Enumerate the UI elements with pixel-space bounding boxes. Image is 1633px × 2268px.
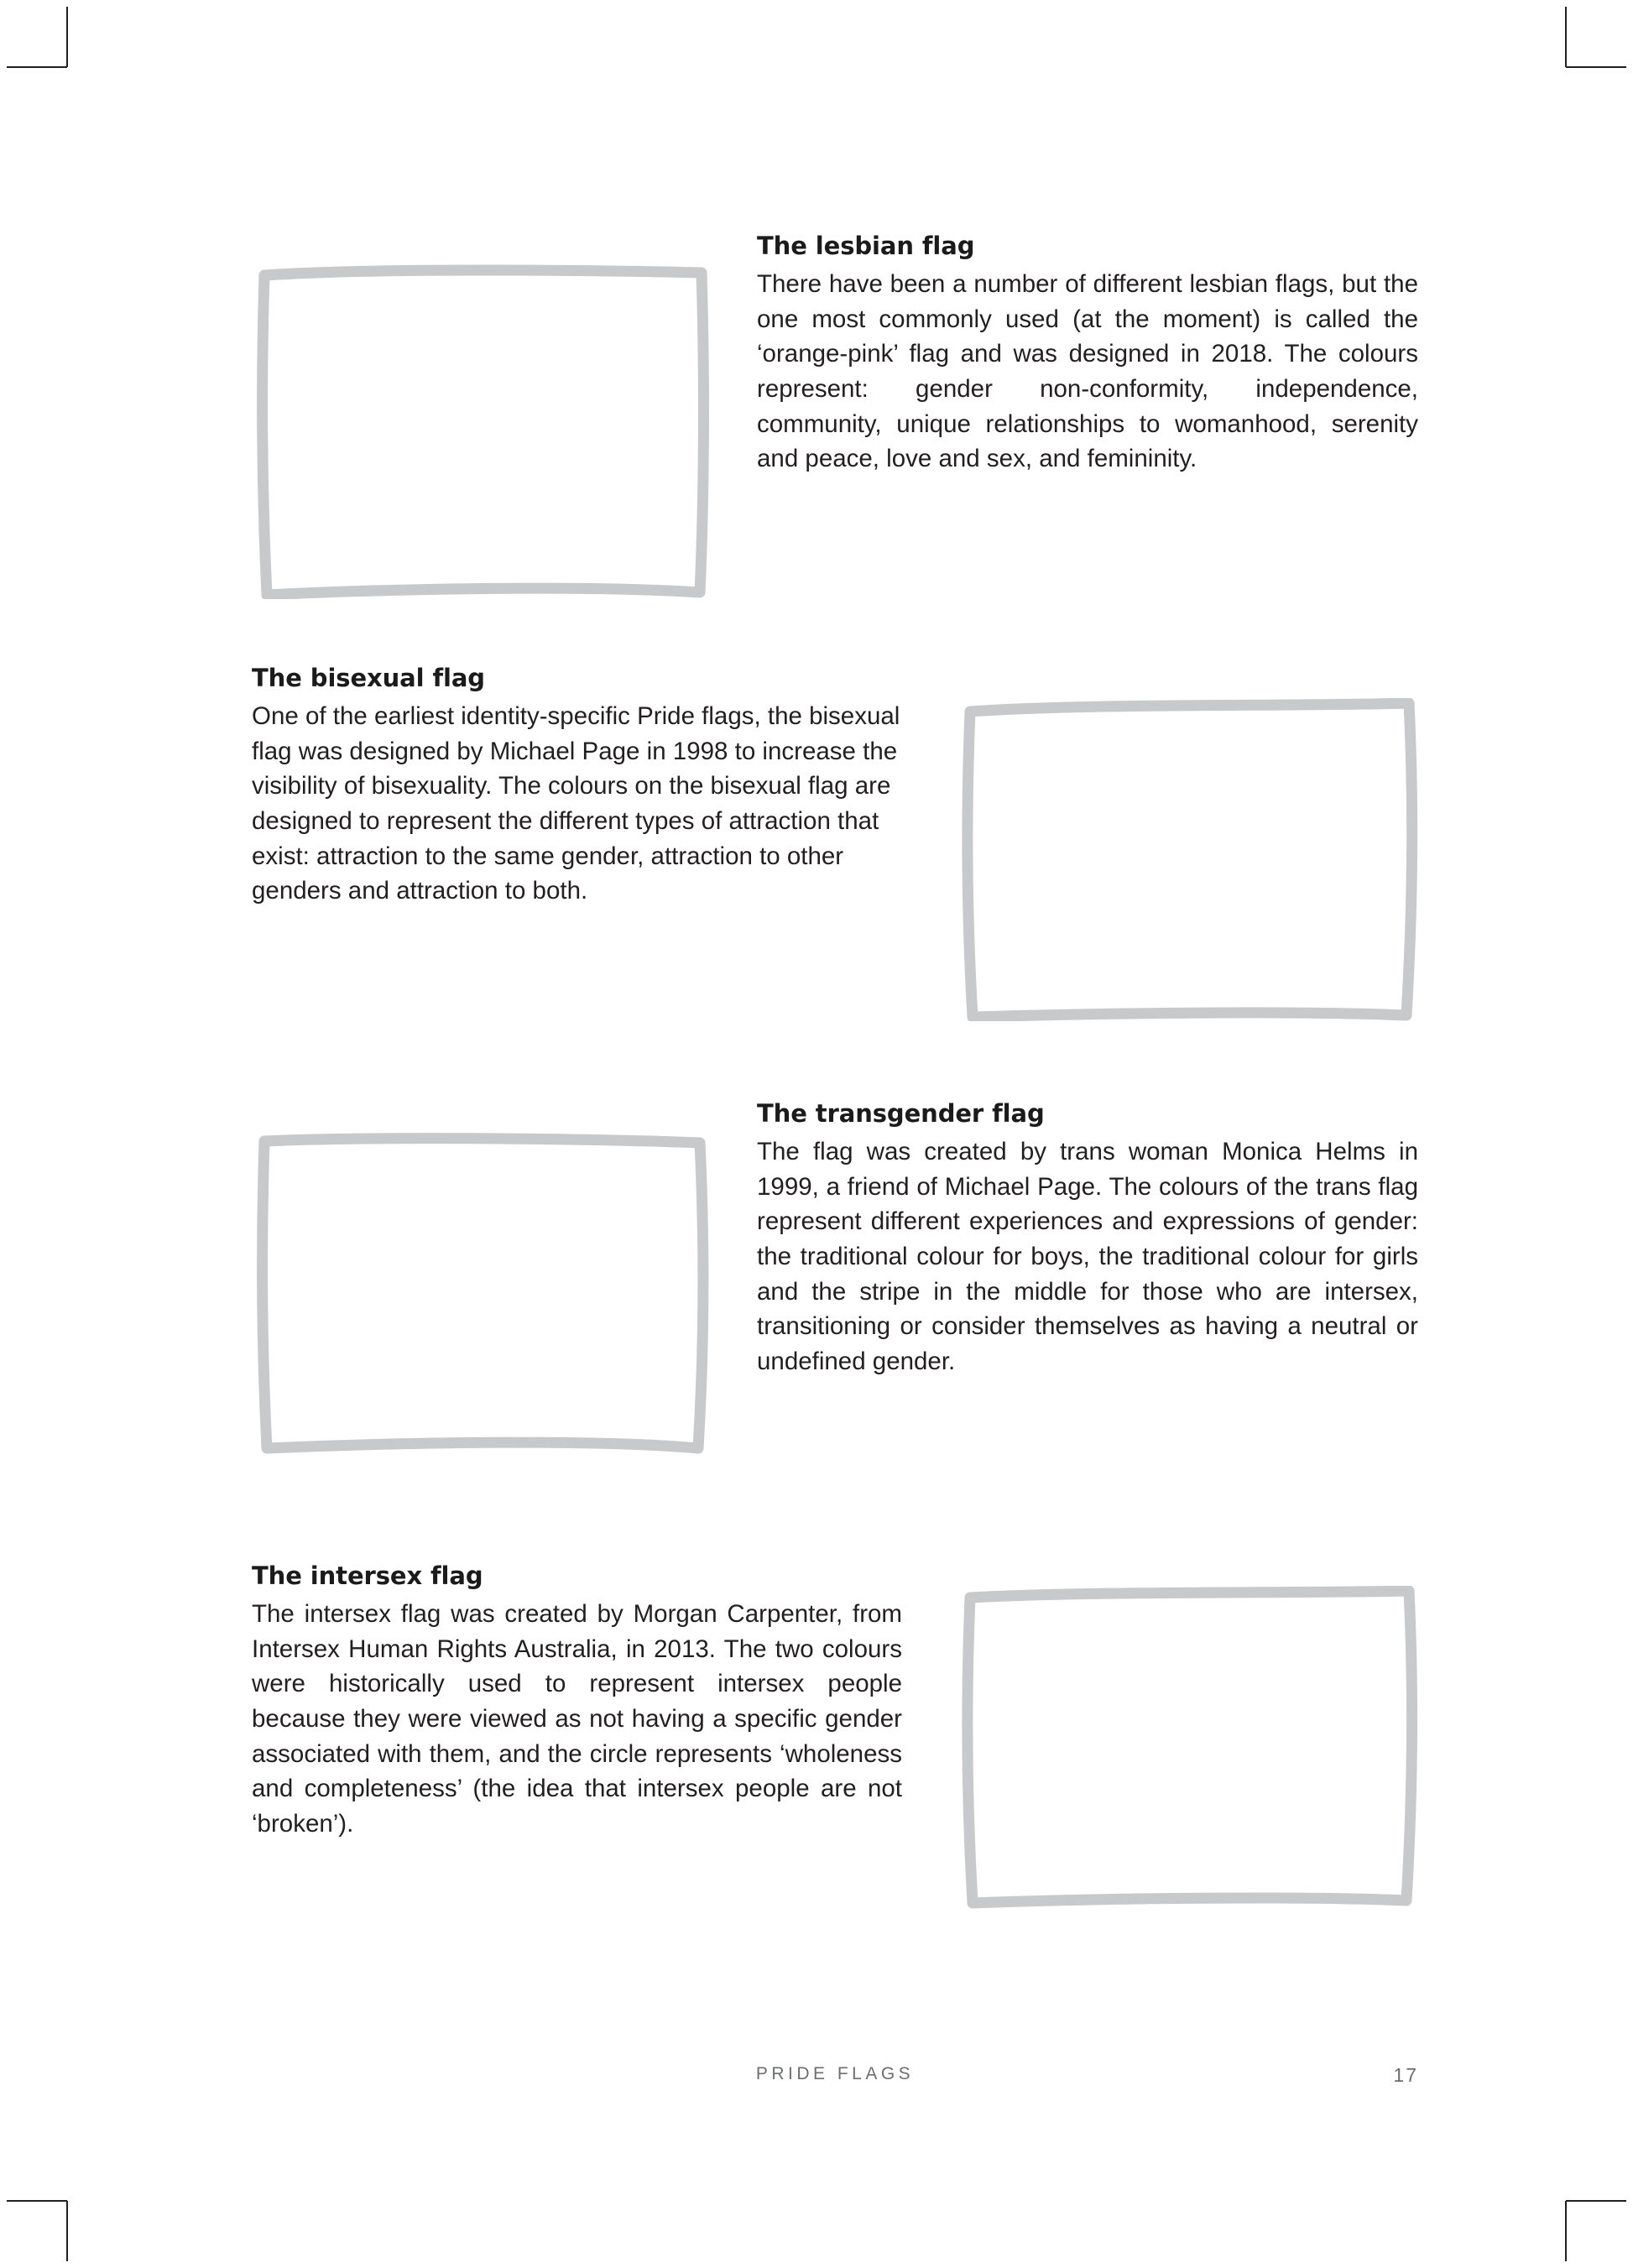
- lesbian-flag-image: [257, 263, 710, 599]
- bisexual-flag-image: [961, 698, 1418, 1021]
- section-transgender: [757, 1098, 1418, 1379]
- footer-title: PRIDE FLAGS: [755, 2064, 915, 2083]
- section-lesbian: [757, 231, 1418, 477]
- page-content: [252, 210, 1418, 2098]
- page-footer: [252, 2064, 1418, 2098]
- lesbian-body: There have been a number of different lesbian flags, but the one most commonly used (at the moment) is called the ‘orange-pink’ flag and was designed in 2018. The colours represent: gender non-conformity, independence, community, unique relationships to womanhood, serenity and peace, love and sex, and femininity.: [757, 270, 1418, 473]
- crop-mark-bottom-left-horizontal: [7, 2200, 67, 2202]
- intersex-body: The intersex flag was created by Morgan Carpenter, from Intersex Human Rights Australia, in 2013. The two colours were historically used to represent intersex people because they were viewed as not having a specific gender associated with them, and the circle represents ‘wholeness and completeness’ (the idea that intersex people are not ‘broken’).: [252, 1600, 902, 1838]
- transgender-body: The flag was created by trans woman Monica Helms in 1999, a friend of Michael Page. The colours of the trans flag represent different experiences and expressions of gender: the traditional colour for boys, the traditional colour for girls and the stripe in the middle for those who are intersex, transitioning or consider themselves as having a neutral or undefined gender.: [757, 1138, 1418, 1375]
- page-number: 17: [1393, 2064, 1418, 2086]
- crop-mark-bottom-left-vertical: [66, 2201, 68, 2261]
- transgender-heading: The transgender flag: [757, 1099, 1045, 1128]
- crop-mark-top-left-horizontal: [7, 66, 67, 68]
- crop-mark-top-right-vertical: [1565, 7, 1567, 67]
- intersex-heading: The intersex flag: [252, 1562, 483, 1590]
- crop-mark-top-right-horizontal: [1566, 66, 1626, 68]
- transgender-flag-image: [257, 1131, 710, 1454]
- section-intersex: [252, 1561, 902, 1841]
- lesbian-heading: The lesbian flag: [757, 232, 975, 260]
- bisexual-heading: The bisexual flag: [252, 664, 485, 692]
- intersex-flag-image: [961, 1586, 1418, 1909]
- crop-mark-top-left-vertical: [66, 7, 68, 67]
- crop-mark-bottom-right-vertical: [1565, 2201, 1567, 2261]
- bisexual-body: One of the earliest identity-specific Pride flags, the bisexual flag was designed by Michael Page in 1998 to increase the visibility of bisexuality. The colours on the bisexual flag are designed to represent the different types of attraction that exist: attraction to the same gender, attraction to other genders and attraction to both.: [252, 702, 900, 905]
- section-bisexual: [252, 663, 915, 909]
- crop-mark-bottom-right-horizontal: [1566, 2200, 1626, 2202]
